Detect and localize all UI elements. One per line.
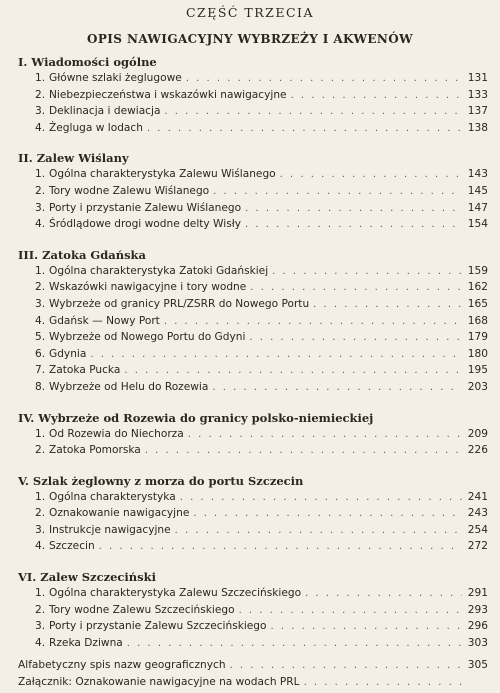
dot-leader [280,169,462,180]
dot-leader [147,123,462,134]
dot-leader [305,588,462,599]
entry-label: Wybrzeże od granicy PRL/ZSRR do Nowego Portu [49,297,310,310]
entry-page: 162 [467,281,488,294]
toc-entry[interactable] [18,168,488,185]
entry-page: 254 [467,523,488,536]
entry-number: 3. [35,201,46,214]
dot-leader [124,365,462,376]
entry-page: 180 [467,347,488,360]
dot-leader [164,316,462,327]
entry-number: 1. [35,264,46,277]
toc-entry[interactable] [18,524,488,541]
dot-leader [304,677,462,688]
toc-entry[interactable] [18,348,488,365]
toc-entry[interactable] [18,491,488,508]
part-title: CZĘŚĆ TRZECIA [185,5,315,20]
entry-number: 3. [35,620,46,633]
dot-leader [291,90,462,101]
dot-leader [250,282,462,293]
toc-section-4 [18,411,488,461]
entry-label: Tory wodne Zalewu Wiślanego [49,184,210,197]
entry-number: 2. [35,507,46,520]
entry-label: Śródlądowe drogi wodne delty Wisły [49,218,242,231]
entry-number: 4. [35,540,46,553]
dot-leader [164,106,462,117]
dot-leader [90,349,462,360]
toc-entry[interactable] [18,202,488,219]
entry-number: 1. [35,72,46,84]
dot-leader [271,621,462,632]
toc-entry[interactable] [18,72,488,89]
entry-label: Główne szlaki żeglugowe [49,72,182,84]
dot-leader [313,299,462,310]
entry-page: 179 [467,331,488,344]
entry-label: Instrukcje nawigacyjne [49,523,171,536]
entry-page: 209 [467,427,488,440]
entry-label: Gdańsk — Nowy Port [49,314,160,327]
entry-number: 2. [35,603,46,616]
entry-page: 241 [467,490,488,503]
entry-number: 1. [35,168,46,181]
entry-number: 2. [35,444,46,457]
toc-section-3 [18,248,488,398]
section-title: I. Wiadomości ogólne [18,55,157,69]
toc-entry[interactable] [18,604,488,621]
dot-leader [175,525,462,536]
entry-label: Wybrzeże od Nowego Portu do Gdyni [49,331,246,344]
entry-page: 243 [467,507,488,520]
dot-leader [213,186,462,197]
entry-label: Deklinacja i dewiacja [49,105,161,118]
entry-number: 3. [35,105,46,118]
entry-number: 1. [35,587,46,600]
entry-page: 159 [467,264,488,277]
toc-entry[interactable] [18,315,488,332]
section-title: II. Zalew Wiślany [18,151,129,166]
entry-number: 4. [35,314,46,327]
entry-page: 291 [467,587,488,600]
toc-entry[interactable] [18,507,488,524]
toc-entry[interactable] [18,281,488,298]
toc-entry[interactable] [18,620,488,637]
entry-number: 7. [35,364,46,377]
entry-label: Szczecin [49,540,95,553]
dot-leader [239,605,462,616]
entry-label: Gdynia [49,347,87,360]
dot-leader [180,492,462,503]
entry-page: 226 [467,444,488,457]
entry-label: Porty i przystanie Zalewu Wiślanego [49,201,242,214]
entry-page: 305 [467,659,488,672]
entry-number: 2. [35,184,46,197]
toc-entry[interactable] [18,587,488,604]
entry-number: 8. [35,380,46,393]
entry-page: 165 [467,297,488,310]
toc-entry-index[interactable] [18,659,488,676]
entry-label: Ogólna charakterystyka Zalewu Szczecińskiego [49,587,302,600]
entry-page: 137 [467,105,488,118]
toc-entry[interactable] [18,444,488,461]
entry-label: Żegluga w lodach [49,121,143,134]
toc-section-1 [18,55,488,138]
toc-entry[interactable] [18,364,488,381]
entry-page: 303 [467,636,488,649]
entry-number: 4. [35,121,46,134]
entry-number: 3. [35,297,46,310]
toc-section-5 [18,474,488,557]
entry-number: 1. [35,490,46,503]
dot-leader [249,332,462,343]
toc-entry[interactable] [18,122,488,139]
entry-page: 145 [467,184,488,197]
entry-label: Wskazówki nawigacyjne i tory wodne [49,281,247,294]
dot-leader [127,638,462,649]
entry-label: Załącznik: Oznakowanie nawigacyjne na wodach PRL [18,676,300,689]
entry-label: Zatoka Pomorska [49,444,141,457]
entry-number: 5. [35,331,46,344]
section-title: VI. Zalew Szczeciński [18,570,156,585]
section-title: V. Szlak żeglowny z morza do portu Szczecin [18,473,304,488]
entry-page: 143 [467,168,488,181]
toc-entry[interactable] [18,185,488,202]
dot-leader [245,203,462,214]
entry-label: Ogólna charakterystyka Zalewu Wiślanego [49,168,276,181]
entry-page: 293 [467,603,488,616]
entry-label: Tory wodne Zalewu Szczecińskiego [49,603,235,616]
dot-leader [212,382,462,393]
entry-label: Alfabetyczny spis nazw geograficznych [18,659,226,672]
entry-page: 203 [467,380,488,393]
entry-page: 131 [467,72,488,84]
entry-page: 168 [467,314,488,327]
entry-number: 2. [35,88,46,101]
toc-entry[interactable] [18,540,488,557]
dot-leader [230,660,462,671]
entry-label: Porty i przystanie Zalewu Szczecińskiego [49,620,267,633]
entry-label: Zatoka Pucka [49,364,121,377]
toc-entry[interactable] [18,105,488,122]
entry-label: Rzeka Dziwna [49,636,123,649]
entry-page: 138 [467,121,488,134]
entry-number: 4. [35,218,46,231]
entry-label: Ogólna charakterystyka [49,490,176,503]
table-of-contents [18,55,488,693]
entry-page: 195 [467,364,488,377]
entry-page: 133 [467,88,488,101]
dot-leader [186,73,462,84]
toc-entry[interactable] [18,331,488,348]
toc-section-2 [18,151,488,234]
entry-label: Oznakowanie nawigacyjne [49,507,190,520]
entry-number: 4. [35,636,46,649]
toc-entry[interactable] [18,89,488,106]
entry-page: 296 [467,620,488,633]
toc-entry[interactable] [18,637,488,654]
dot-leader [245,219,462,230]
entry-page: 147 [467,201,488,214]
entry-label: Ogólna charakterystyka Zatoki Gdańskiej [49,264,269,277]
entry-label: Niebezpieczeństwa i wskazówki nawigacyjne [49,88,287,101]
dot-leader [193,508,462,519]
entry-label: Od Rozewia do Niechorza [49,427,184,440]
section-title: IV. Wybrzeże od Rozewia do granicy polsko-niemieckiej [18,410,374,425]
dot-leader [272,266,462,277]
dot-leader [99,541,462,552]
toc-entry[interactable] [18,428,488,445]
toc-entry-appendix[interactable] [18,676,488,693]
toc-entry[interactable] [18,381,488,398]
entry-number: 3. [35,523,46,536]
entry-number: 1. [35,427,46,440]
toc-entry[interactable] [18,218,488,235]
entry-page: 154 [467,218,488,231]
dot-leader [145,445,462,456]
toc-entry[interactable] [18,265,488,282]
dot-leader [188,429,462,440]
toc-entry[interactable] [18,298,488,315]
section-title: III. Zatoka Gdańska [18,247,146,262]
entry-number: 2. [35,281,46,294]
main-title: OPIS NAWIGACYJNY WYBRZEŻY I AKWENÓW [87,32,413,46]
entry-label: Wybrzeże od Helu do Rozewia [49,380,209,393]
entry-page: 272 [467,540,488,553]
entry-number: 6. [35,347,46,360]
